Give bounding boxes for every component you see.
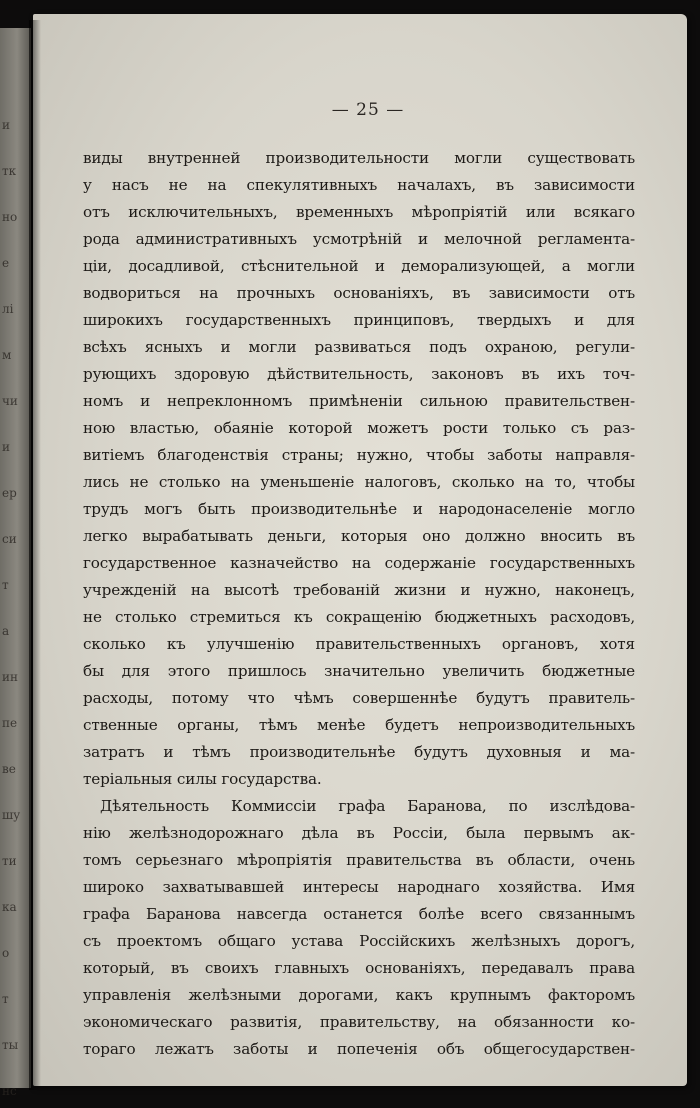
- body-text: [83, 145, 635, 1063]
- text-line: виды внутренней производительности могли существовать: [83, 149, 635, 167]
- text-line: ною властью, обаяніе которой можетъ рости только съ раз-: [83, 419, 635, 437]
- text-line: ственные органы, тѣмъ менѣе будетъ непроизводительныхъ: [83, 716, 635, 734]
- text-line: отъ исключительныхъ, временныхъ мѣропріятій или всякаго: [83, 203, 635, 221]
- left-page-text-fragment: т: [2, 992, 9, 1006]
- text-line: у насъ не на спекулятивныхъ началахъ, въ зависимости: [83, 176, 635, 194]
- left-page-text-fragment: е: [2, 256, 10, 270]
- left-page-text-fragment: ин: [2, 670, 18, 684]
- text-line: экономическаго развитія, правительству, на обязанности ко-: [83, 1013, 635, 1031]
- left-page-text-fragment: шу: [2, 808, 21, 822]
- text-line: рующихъ здоровую дѣйствительность, законовъ въ ихъ точ-: [83, 365, 635, 383]
- text-line: широко захватывавшей интересы народнаго хозяйства. Имя: [83, 878, 635, 896]
- paragraph-end-line: теріальныя силы государства.: [83, 770, 322, 788]
- left-page-text-fragment: ты: [2, 1038, 19, 1052]
- text-line: графа Баранова навсегда останется болѣе всего связаннымъ: [83, 905, 635, 923]
- text-line: водвориться на прочныхъ основаніяхъ, въ зависимости отъ: [83, 284, 635, 302]
- left-page-text-fragment: и: [2, 440, 10, 454]
- left-page-text-fragment: лі: [2, 302, 14, 316]
- text-line: учрежденій на высотѣ требованій жизни и нужно, наконецъ,: [83, 581, 635, 599]
- text-line: съ проектомъ общаго устава Россійскихъ желѣзныхъ дорогъ,: [83, 932, 635, 950]
- left-page-text-fragment: ти: [2, 854, 17, 868]
- left-page-text-fragment: ка: [2, 900, 17, 914]
- left-page-text-fragment: о: [2, 946, 10, 960]
- text-line: трудъ могъ быть производительнѣе и народонаселеніе могло: [83, 500, 635, 518]
- left-page-text-fragment: тк: [2, 164, 17, 178]
- left-page-text-fragment: а: [2, 624, 10, 638]
- left-page-text-fragment: нс: [2, 1084, 17, 1098]
- text-line: не столько стремиться къ сокращенію бюджетныхъ расходовъ,: [83, 608, 635, 626]
- left-page-text-fragment: пе: [2, 716, 18, 730]
- paragraph-start-line: Дѣятельность Коммиссіи графа Баранова, по изслѣдова-: [100, 797, 635, 815]
- text-line: сколько къ улучшенію правительственныхъ органовъ, хотя: [83, 635, 635, 653]
- left-page-text-fragment: м: [2, 348, 12, 362]
- book-gutter-shadow: [29, 20, 41, 1090]
- left-page-text-fragment: т: [2, 578, 9, 592]
- left-page-text-fragment: ер: [2, 486, 17, 500]
- text-line: бы для этого пришлось значительно увеличить бюджетные: [83, 662, 635, 680]
- text-line: рода административныхъ усмотрѣній и мелочной регламента-: [83, 230, 635, 248]
- left-page-text-fragment: ве: [2, 762, 16, 776]
- text-line: лись не столько на уменьшеніе налоговъ, сколько на то, чтобы: [83, 473, 635, 491]
- text-line: который, въ своихъ главныхъ основаніяхъ, передавалъ права: [83, 959, 635, 977]
- text-line: ціи, досадливой, стѣснительной и деморализующей, а могли: [83, 257, 635, 275]
- text-line: номъ и непреклонномъ примѣненіи сильною правительствен-: [83, 392, 635, 410]
- text-line: тораго лежатъ заботы и попеченія объ общегосударствен-: [83, 1040, 635, 1058]
- text-line: расходы, потому что чѣмъ совершеннѣе будутъ правитель-: [83, 689, 635, 707]
- text-line: управленія желѣзными дорогами, какъ крупнымъ факторомъ: [83, 986, 635, 1004]
- text-line: всѣхъ ясныхъ и могли развиваться подъ охраною, регули-: [83, 338, 635, 356]
- left-page-text-fragment: чи: [2, 394, 18, 408]
- text-line: нію желѣзнодорожнаго дѣла въ Россіи, была первымъ ак-: [83, 824, 635, 842]
- text-line: государственное казначейство на содержаніе государственныхъ: [83, 554, 635, 572]
- text-line: затратъ и тѣмъ производительнѣе будутъ духовныя и ма-: [83, 743, 635, 761]
- left-page-text-fragment: но: [2, 210, 18, 224]
- left-facing-page: [0, 28, 31, 1098]
- text-line: широкихъ государственныхъ принциповъ, твердыхъ и для: [83, 311, 635, 329]
- text-line: легко вырабатывать деньги, которыя оно должно вносить въ: [83, 527, 635, 545]
- left-page-text-fragment: и: [2, 118, 10, 132]
- text-line: витіемъ благоденствія страны; нужно, чтобы заботы направля-: [83, 446, 635, 464]
- page-number: — 25 —: [331, 100, 405, 120]
- text-line: томъ серьезнаго мѣропріятія правительства въ области, очень: [83, 851, 635, 869]
- book-page: [33, 14, 687, 1086]
- left-page-text-fragment: си: [2, 532, 17, 546]
